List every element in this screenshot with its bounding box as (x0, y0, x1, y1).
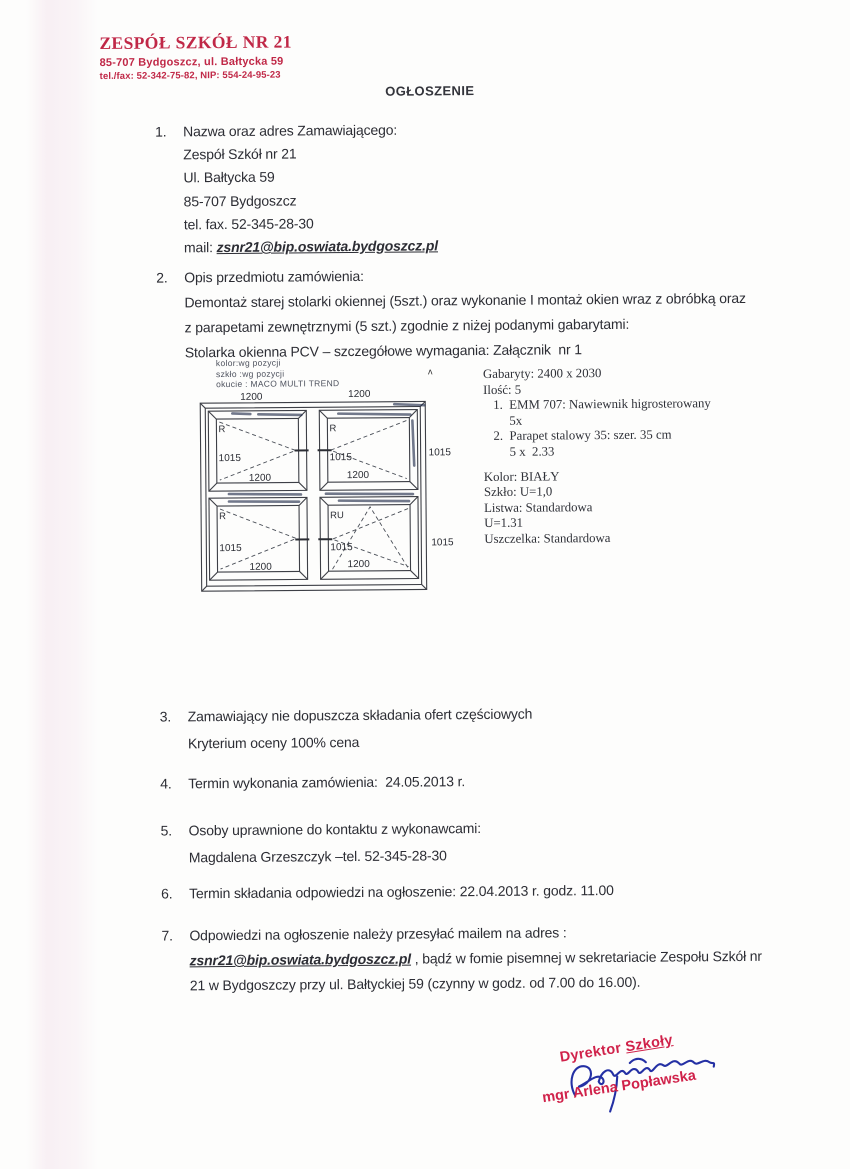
mail-label: mail: (183, 239, 217, 256)
item-2-heading: Opis przedmiotu zamówienia: (184, 267, 364, 286)
item-1-number: 1. (155, 123, 167, 140)
item-7-line: Odpowiedzi na ogłoszenie należy przesyłać mailem na adres : (189, 924, 567, 944)
spec-listwa: Listwa: Standardowa (484, 499, 593, 515)
signature-name-stamp: mgr Arlena Popławska (541, 1067, 697, 1107)
pane-tr-height: 1015 (329, 452, 352, 464)
pane-bl-width: 1200 (249, 561, 272, 573)
email-address: zsnr21@bip.oswiata.bydgoszcz.pl (189, 950, 412, 969)
item-2-line: z parapetami zewnętrznymi (5 szt.) zgodnie z niżej podanymi gabarytami: (184, 315, 630, 336)
spec-gabaryty: Gabaryty: 2400 x 2030 (482, 366, 602, 381)
drawing-notes (216, 357, 340, 389)
list-item-3 (160, 701, 533, 757)
spec-sub-2 (483, 428, 711, 445)
spec-u-value: U=1.31 (484, 516, 524, 531)
item-2-line: Stolarka okienna PCV – szczegółowe wymagania: Załącznik nr 1 (184, 341, 582, 361)
pane-label-tl: R (218, 424, 226, 436)
spec-sub-1-number: 1. (493, 398, 503, 413)
spec-sub-2-text: Parapet stalowy 35: szer. 35 cm (509, 427, 672, 444)
list-item-6 (161, 878, 614, 907)
stray-scan-mark: ʌ (427, 366, 433, 377)
spec-sub-1-text: EMM 707: Nawiewnik higrosterowany (509, 396, 711, 412)
drawing-note-color: kolor:wg pozycji (215, 357, 281, 369)
dim-right-bottom: 1015 (431, 537, 454, 549)
specification-block (483, 365, 712, 547)
signature-role-part2: Szkoły (624, 1032, 674, 1056)
dim-right-top: 1015 (428, 447, 451, 459)
list-item-5 (160, 815, 481, 871)
item-3-number: 3. (159, 708, 172, 725)
item-3-line: Zamawiający nie dopuszcza składania ofert częściowych (187, 705, 533, 725)
item-7-mail-line (190, 944, 763, 973)
window-frame-lines (200, 401, 426, 591)
item-7-number: 7. (161, 927, 173, 944)
spec-sub-1-qty: 5x (509, 413, 523, 428)
item-6-line: Termin składania odpowiedzi na ogłoszenie: 22.04.2013 r. godz. 11.00 (189, 881, 614, 902)
list-item-7 (161, 919, 762, 999)
drawing-note-hardware: okucie : MACO MULTI TREND (216, 378, 340, 390)
pane-tl-height: 1015 (218, 452, 241, 465)
letterhead-school-name: ZESPÓŁ SZKÓŁ NR 21 (99, 31, 292, 54)
item-7-line: 21 w Bydgoszczy przy ul. Bałtyckiej 59 (czynny w godz. od 7.00 do 16.00). (189, 973, 641, 994)
letterhead (99, 31, 292, 82)
item-1-line: Zespół Szkół nr 21 (183, 145, 297, 163)
spec-sub-2-number: 2. (493, 429, 504, 444)
dim-top-right: 1200 (348, 388, 371, 401)
signature-role-part1: Dyrektor (558, 1039, 627, 1066)
letterhead-address: 85-707 Bydgoszcz, ul. Bałtycka 59 (99, 55, 284, 70)
dim-top-left: 1200 (240, 391, 263, 403)
spec-sub-2-qty: 5 x 2.33 (509, 444, 555, 459)
window-technical-drawing (198, 387, 458, 597)
item-1-line: tel. fax. 52-345-28-30 (183, 215, 314, 233)
item-4-number: 4. (160, 775, 172, 792)
item-3-line: Kryterium oceny 100% cena (187, 733, 360, 751)
item-1-line: 85-707 Bydgoszcz (183, 192, 297, 209)
pane-label-tr: R (329, 423, 337, 435)
spec-sub-1 (483, 396, 711, 413)
pane-tr-width: 1200 (346, 469, 370, 482)
spec-kolor: Kolor: BIAŁY (483, 468, 560, 484)
pane-label-bl: R (219, 511, 227, 523)
letterhead-phone-nip: tel./fax: 52-342-75-82, NIP: 554-24-95-23 (99, 69, 281, 83)
pane-bl-height: 1015 (219, 542, 242, 555)
item-2-line: Demontaż starej stolarki okiennej (5szt.) oraz wykonanie I montaż okien wraz z obróbką oraz (184, 289, 746, 311)
item-2-number: 2. (156, 269, 168, 286)
spec-uszczelka: Uszczelka: Standardowa (484, 530, 611, 546)
item-5-number: 5. (160, 822, 173, 839)
item-1-line: Ul. Bałtycka 59 (183, 169, 275, 186)
item-7-line-rest: , bądź w fomie pisemnej w sekretariacie Zespołu Szkół nr (410, 947, 762, 967)
pane-br-width: 1200 (347, 558, 370, 571)
item-5-line: Magdalena Grzeszczyk –tel. 52-345-28-30 (188, 846, 447, 865)
spec-ilosc: Ilość: 5 (483, 382, 522, 397)
pane-label-br: RU (330, 510, 344, 522)
email-address: zsnr21@bip.oswiata.bydgoszcz.pl (216, 237, 439, 256)
item-5-line: Osoby uprawnione do kontaktu z wykonawcami: (188, 820, 482, 839)
list-item-4 (160, 769, 465, 796)
page-title: OGŁOSZENIE (385, 83, 475, 99)
item-1-heading: Nazwa oraz adres Zamawiającego: (183, 121, 398, 140)
spec-szklo: Szkło: U=1,0 (483, 484, 553, 500)
list-item-1 (155, 118, 438, 259)
pane-tl-width: 1200 (248, 472, 272, 484)
item-6-number: 6. (161, 885, 173, 902)
pane-br-height: 1015 (330, 542, 353, 554)
item-4-line: Termin wykonania zamówienia: 24.05.2013 r. (188, 773, 466, 792)
drawing-note-glass: szkło :wg pozycji (215, 368, 285, 379)
list-item-2 (156, 261, 746, 369)
item-1-mail-line (184, 234, 438, 259)
